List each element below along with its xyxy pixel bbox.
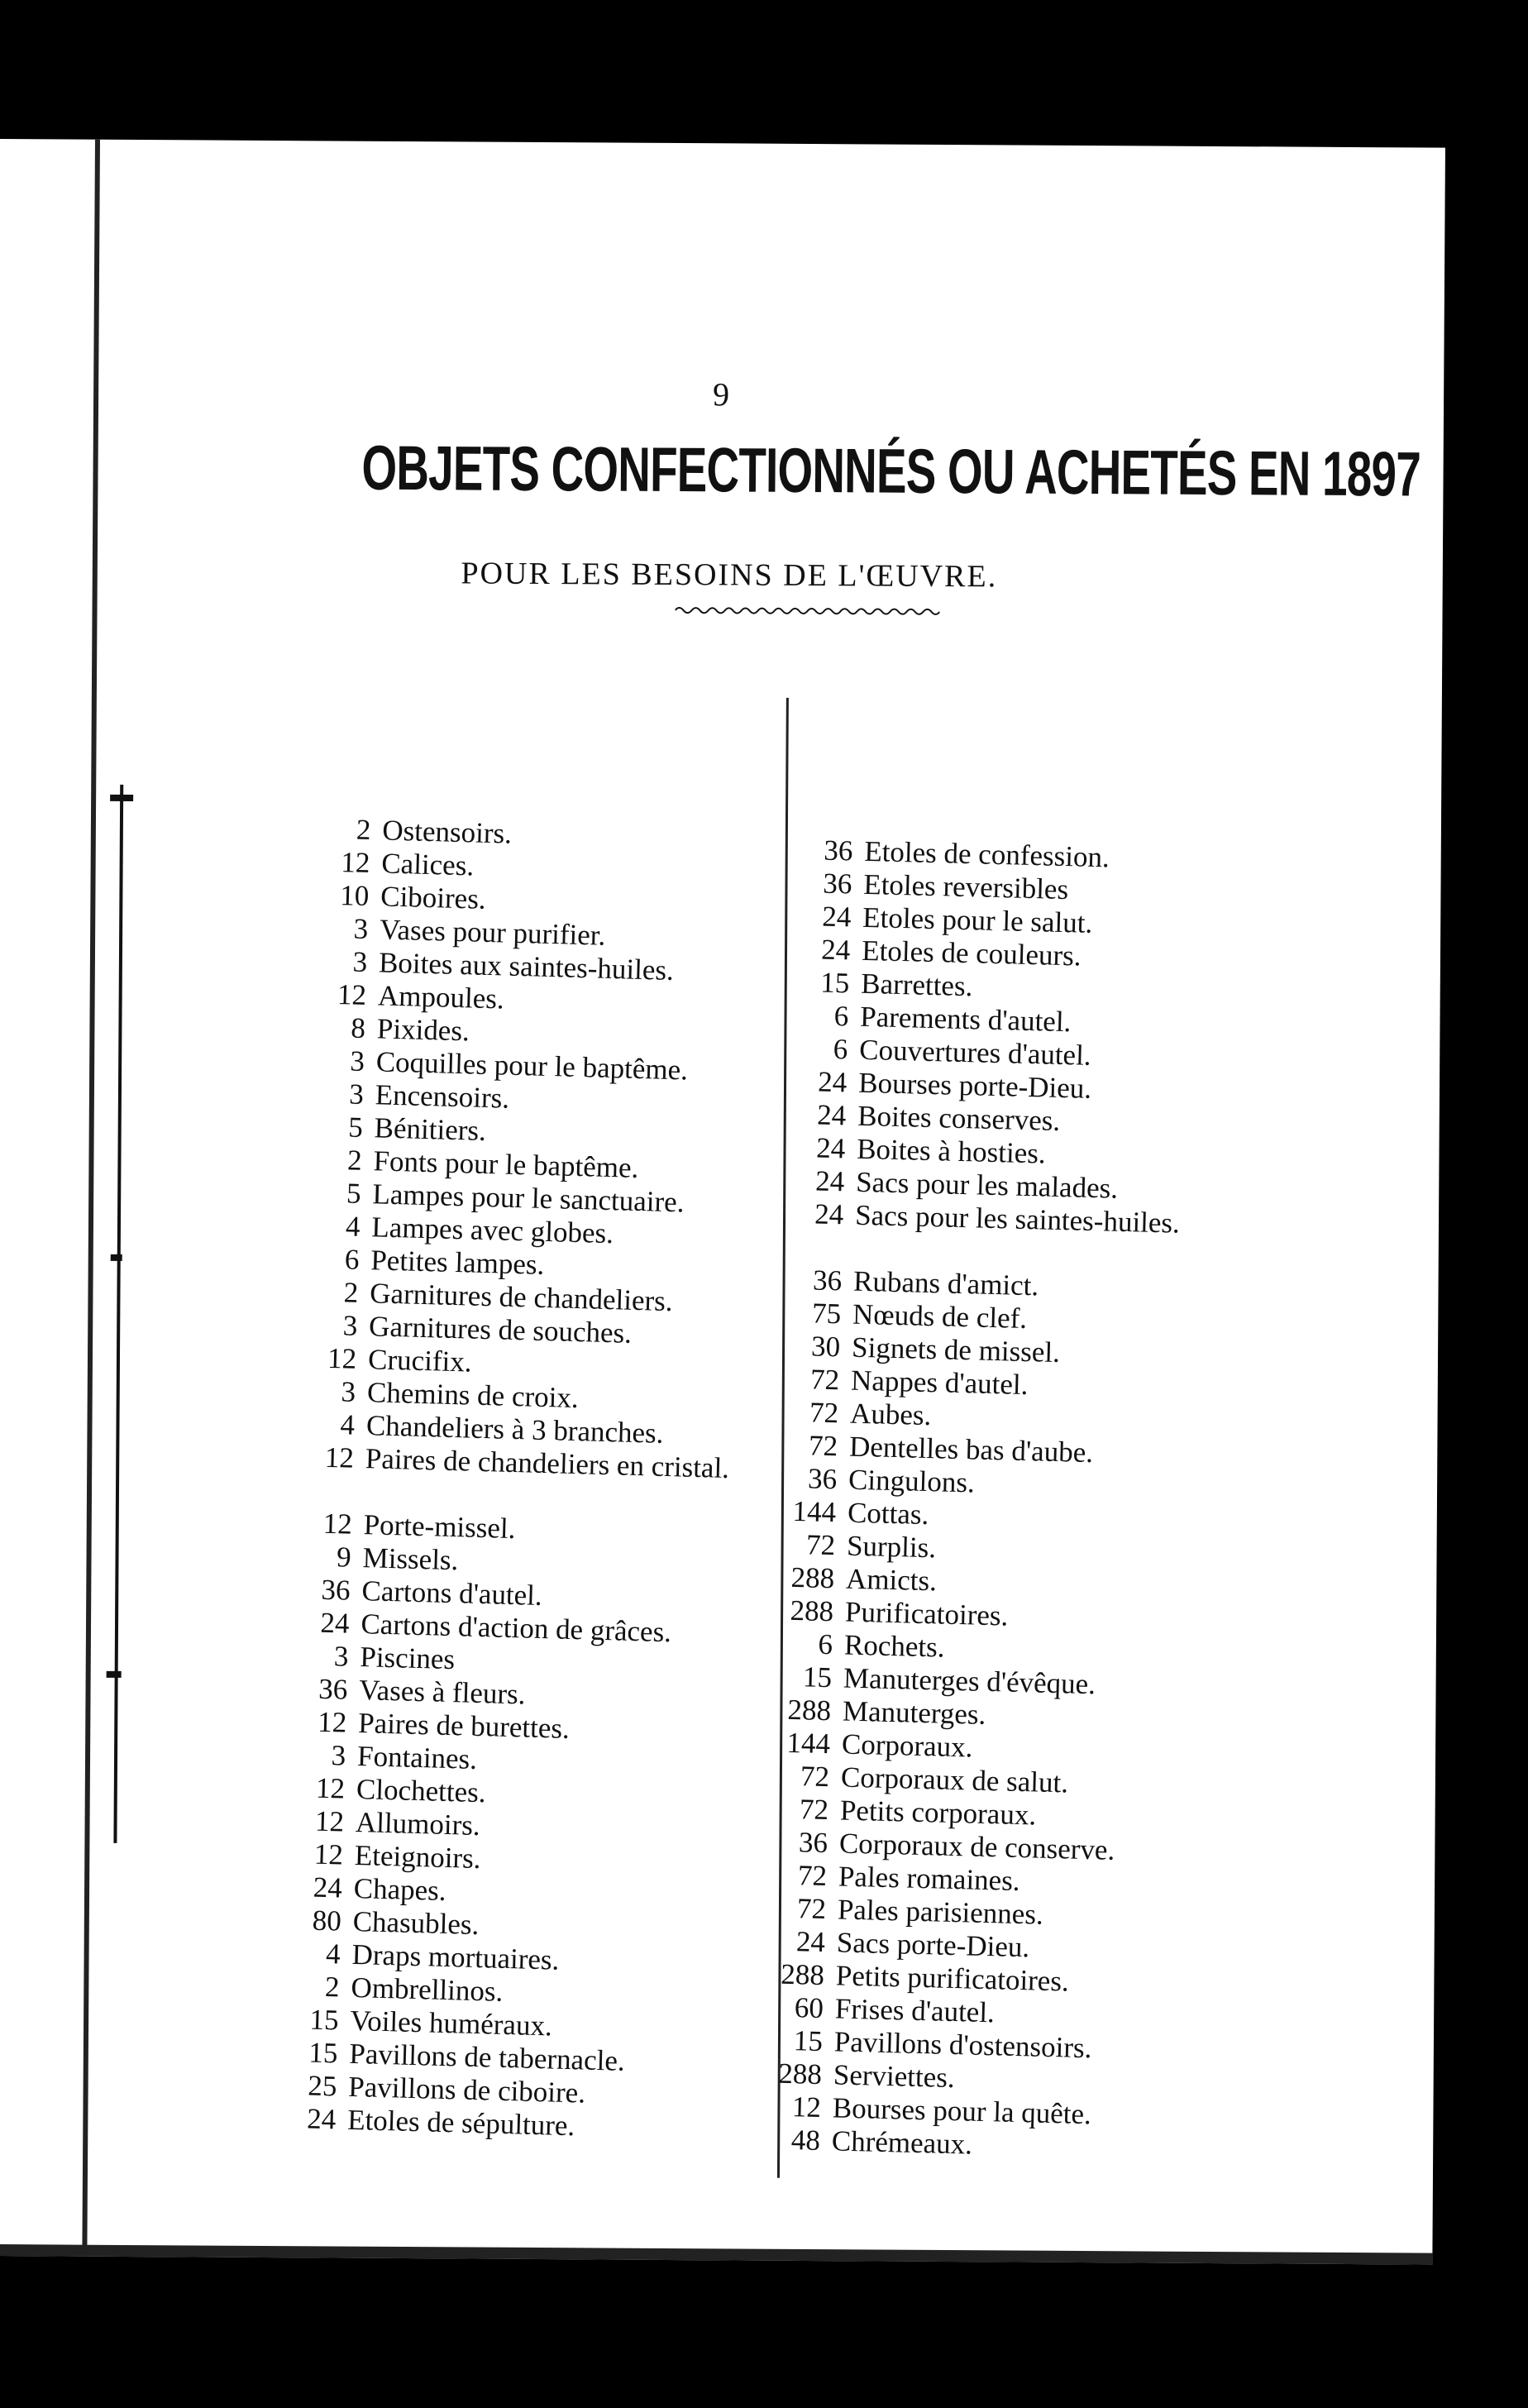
item-name: Etoles reversibles [862,867,1069,906]
page-left-edge [82,140,100,2257]
ornamental-divider [675,604,939,618]
item-quantity: 288 [790,1560,835,1595]
item-quantity: 3 [352,945,368,978]
item-name: Etoles de confession. [863,834,1110,874]
item-quantity: 24 [306,2102,337,2136]
item-quantity: 12 [791,2090,822,2124]
item-quantity: 30 [810,1330,841,1364]
item-quantity: 3 [333,1640,349,1673]
item-name: Purificatoires. [844,1595,1009,1632]
item-name: Clochettes. [356,1773,487,1809]
item-name: Allumoirs. [355,1805,481,1842]
item-quantity: 12 [322,1507,353,1541]
item-name: Eteignoirs. [354,1838,482,1875]
item-quantity: 2 [324,1971,341,2004]
item-name: Serviettes. [833,2058,956,2095]
item-quantity: 72 [808,1429,838,1463]
item-quantity: 3 [331,1739,346,1772]
item-name: Pales parisiennes. [837,1893,1044,1931]
binding-tick-mark [111,1254,122,1261]
item-name: Rubans d'amict. [852,1264,1039,1302]
item-quantity: 9 [336,1541,352,1574]
item-quantity: 288 [780,1957,825,1992]
item-name: Couvertures d'autel. [858,1033,1092,1072]
item-name: Frises d'autel. [834,1992,996,2029]
item-name: Manuterges. [842,1694,986,1731]
item-quantity: 12 [337,978,367,1011]
inventory-row [791,1197,1256,1275]
item-name: Dentelles bas d'aube. [848,1430,1094,1469]
item-quantity: 6 [344,1243,360,1276]
document-page [0,139,1445,2265]
item-quantity: 24 [320,1606,351,1640]
item-name: Surplis. [846,1529,937,1565]
item-name: Etoles de sépulture. [346,2103,575,2143]
item-name: Boites aux saintes-huiles. [378,946,675,987]
item-quantity: 6 [833,1032,848,1066]
item-quantity: 8 [350,1011,366,1044]
item-quantity: 72 [805,1528,836,1562]
item-name: Chandeliers à 3 branches. [365,1409,664,1450]
item-name: Cottas. [847,1496,929,1531]
item-quantity: 15 [308,2036,338,2070]
item-name: Nœuds de clef. [852,1297,1028,1335]
item-quantity: 144 [786,1726,831,1761]
item-name: Rochets. [843,1628,946,1664]
item-name: Lampes pour le sanctuaire. [372,1178,685,1219]
item-quantity: 24 [814,1197,844,1231]
binding-tick-mark [110,795,133,801]
item-quantity: 3 [341,1375,356,1408]
binding-gutter-line [113,785,123,1843]
item-name: Fonts pour le baptême. [373,1144,639,1184]
item-name: Draps mortuaires. [351,1937,560,1976]
item-name: Missels. [362,1541,459,1577]
page-title: OBJETS CONFECTIONNÉS OU ACHETÉS EN 1897 [361,432,1421,510]
item-name: Cartons d'action de grâces. [360,1608,672,1649]
item-name: Corporaux de salut. [840,1761,1069,1799]
item-quantity: 72 [797,1859,828,1893]
item-name: Paires de burettes. [357,1707,571,1745]
item-quantity: 24 [814,1164,845,1198]
item-quantity: 80 [312,1904,342,1937]
item-quantity: 12 [317,1705,347,1739]
item-quantity: 4 [345,1210,361,1243]
item-name: Etoles pour le salut. [862,901,1093,939]
inventory-row [301,1440,749,1519]
item-name: Sacs pour les malades. [855,1165,1119,1205]
item-quantity: 3 [342,1309,358,1342]
left-inventory-column [284,812,766,2147]
item-quantity: 12 [313,1837,344,1871]
item-quantity: 24 [821,900,852,934]
item-quantity: 36 [822,867,852,901]
item-quantity: 288 [787,1693,832,1727]
item-quantity: 24 [795,1925,826,1959]
item-quantity: 36 [823,834,853,867]
item-name: Corporaux. [841,1727,973,1764]
item-quantity: 2 [343,1276,359,1309]
item-name: Ampoules. [377,979,505,1015]
item-quantity: 24 [817,1065,848,1099]
item-name: Sacs porte-Dieu. [836,1926,1030,1964]
item-quantity: 12 [315,1771,346,1805]
item-name: Signets de missel. [851,1331,1061,1369]
item-name: Fontaines. [356,1740,478,1775]
item-name: Piscines [359,1641,456,1676]
item-name: Sacs pour les saintes-huiles. [854,1198,1181,1240]
item-name: Pavillons d'ostensoirs. [833,2025,1092,2065]
item-quantity: 12 [327,1341,357,1375]
binding-tick-mark [107,1671,122,1678]
item-quantity: 60 [794,1991,824,2025]
item-quantity: 24 [820,933,851,967]
item-name: Chrémeaux. [831,2124,973,2161]
item-quantity: 12 [314,1804,345,1838]
item-quantity: 288 [790,1593,834,1628]
item-name: Bénitiers. [374,1111,487,1147]
item-name: Bourses porte-Dieu. [857,1066,1092,1105]
item-name: Barrettes. [860,967,973,1003]
page-subtitle: POUR LES BESOINS DE L'ŒUVRE. [461,556,998,595]
item-quantity: 72 [809,1363,840,1397]
page-bottom-edge [0,2244,1432,2265]
item-name: Coquilles pour le baptême. [375,1045,689,1087]
item-name: Manuterges d'évêque. [843,1661,1096,1701]
item-quantity: 3 [348,1077,365,1111]
item-quantity: 144 [792,1494,837,1529]
item-name: Encensoirs. [375,1078,510,1115]
item-name: Vases pour purifier. [379,913,606,952]
item-quantity: 288 [777,2057,823,2091]
item-name: Ciboires. [380,880,487,915]
item-quantity: 72 [796,1892,827,1926]
item-name: Corporaux de conserve. [838,1827,1115,1866]
item-name: Chasubles. [352,1904,480,1942]
page-number: 9 [712,375,730,413]
item-name: Petits corporaux. [839,1794,1037,1832]
item-name: Petits purificatoires. [835,1959,1070,1998]
item-quantity: 36 [321,1573,351,1607]
item-quantity: 36 [798,1826,828,1860]
item-name: Etoles de couleurs. [861,934,1082,972]
item-quantity: 24 [816,1098,847,1132]
item-name: Paires de chandeliers en cristal. [365,1442,730,1485]
item-quantity: 15 [309,2003,340,2037]
item-name: Garnitures de chandeliers. [369,1277,674,1318]
item-quantity: 5 [346,1177,362,1210]
item-quantity: 5 [347,1111,364,1144]
item-quantity: 25 [307,2069,337,2103]
item-quantity: 36 [807,1462,838,1496]
item-quantity: 48 [790,2124,821,2157]
item-name: Pales romaines. [838,1860,1021,1898]
item-quantity: 6 [833,1000,849,1033]
item-name: Cartons d'autel. [361,1574,543,1612]
item-quantity: 15 [802,1660,833,1694]
item-quantity: 3 [353,912,369,945]
item-quantity: 72 [809,1396,839,1430]
item-name: Porte-missel. [363,1508,516,1546]
item-quantity: 24 [313,1870,343,1904]
item-name: Lampes avec globes. [370,1211,614,1250]
item-name: Pavillons de tabernacle. [348,2037,626,2077]
item-name: Pavillons de ciboire. [347,2070,586,2109]
item-quantity: 2 [356,813,372,847]
item-quantity: 36 [812,1264,843,1297]
item-name: Chemins de croix. [366,1376,580,1415]
item-name: Vases à fleurs. [358,1674,526,1711]
item-name: Aubes. [849,1397,932,1432]
item-name: Ostensoirs. [381,814,513,850]
item-name: Bourses pour la quête. [832,2091,1092,2131]
item-name: Voiles huméraux. [349,2004,553,2042]
item-name: Garnitures de souches. [368,1310,633,1350]
item-name: Parements d'autel. [859,1000,1072,1039]
item-name: Boites conserves. [857,1099,1061,1137]
item-quantity: 2 [346,1144,363,1177]
item-quantity: 4 [325,1937,341,1971]
item-name: Calices. [380,847,475,882]
item-quantity: 12 [324,1440,355,1474]
item-name: Petites lampes. [370,1244,545,1281]
item-quantity: 15 [793,2024,824,2058]
item-name: Cingulons. [848,1463,976,1499]
item-quantity: 72 [800,1760,830,1794]
right-inventory-column [768,834,1264,2168]
item-quantity: 10 [339,879,370,913]
item-quantity: 36 [318,1672,348,1706]
item-name: Pixides. [376,1012,470,1048]
item-quantity: 75 [811,1297,842,1331]
item-name: Nappes d'autel. [850,1364,1029,1402]
item-name: Chapes. [353,1871,447,1907]
item-name: Ombrellinos. [351,1971,504,2008]
item-quantity: 3 [349,1044,365,1077]
item-name: Amicts. [845,1562,938,1598]
item-quantity: 6 [818,1627,833,1661]
item-name: Boites à hosties. [856,1132,1047,1170]
item-quantity: 24 [815,1131,846,1165]
item-name: Crucifix. [367,1343,473,1378]
item-quantity: 15 [819,966,850,1000]
item-quantity: 4 [339,1408,356,1441]
item-quantity: 12 [340,846,370,880]
item-quantity: 72 [799,1793,829,1827]
